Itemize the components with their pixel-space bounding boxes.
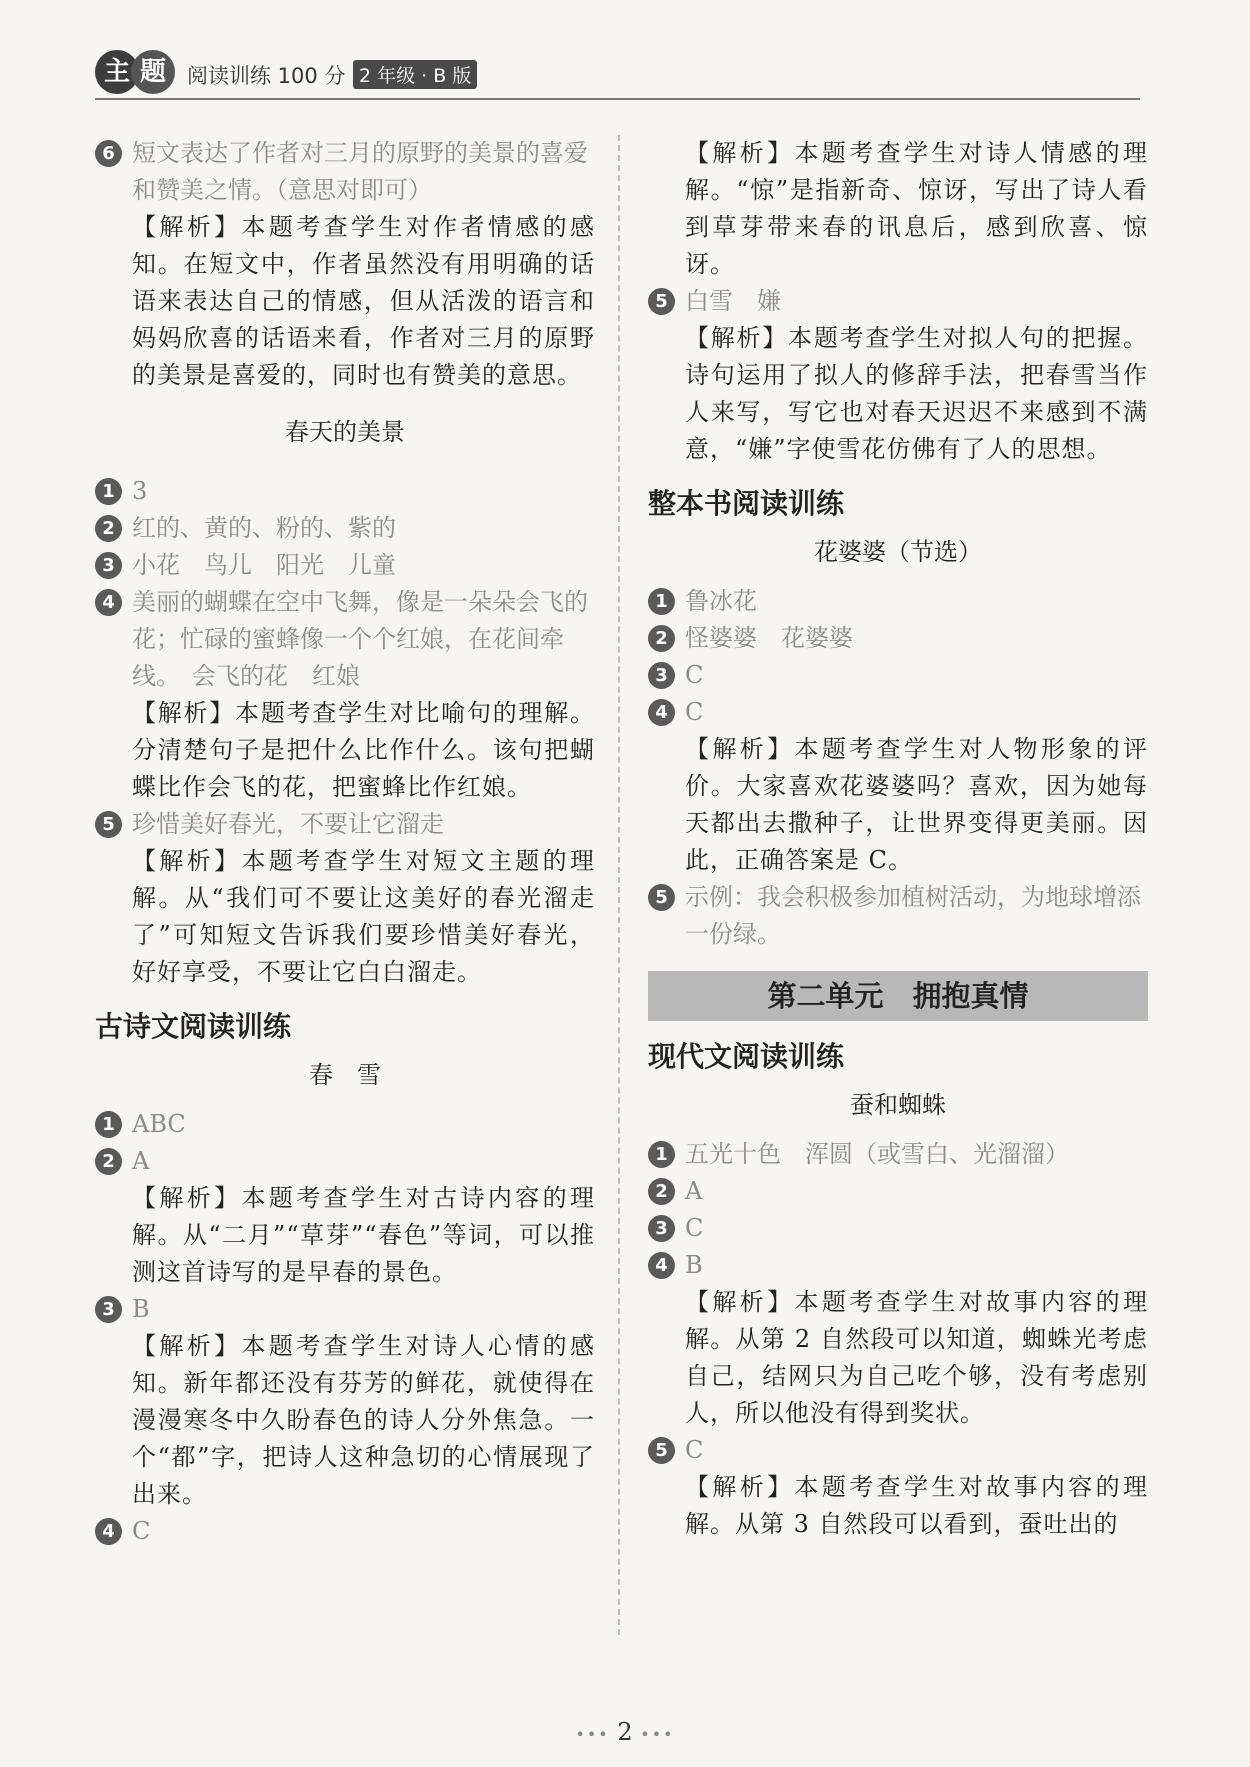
answer-text: 白雪 嫌 — [685, 287, 781, 315]
question-number: 2 — [95, 1148, 122, 1175]
question-number: 3 — [95, 1296, 122, 1323]
question-number: 4 — [648, 1252, 675, 1279]
answer-text: C — [685, 1214, 704, 1242]
answer-text: 美丽的蝴蝶在空中飞舞，像是一朵朵会飞的花；忙碌的蜜蜂像一个个红娘，在花间牵线。 会飞的花 红娘 — [132, 588, 588, 690]
question-number: 1 — [95, 478, 122, 505]
explanation: 【解析】本题考查学生对故事内容的理解。从第 2 自然段可以知道，蜘蛛光考虑自己，结网只为自己吃个够，没有考虑别人，所以他没有得到奖状。 — [685, 1288, 1148, 1427]
header-divider — [95, 98, 1140, 100]
question-item — [648, 1432, 1148, 1469]
question-item — [95, 547, 595, 584]
question-item — [648, 1210, 1148, 1247]
answer-text: 示例：我会积极参加植树活动，为地球增添一份绿。 — [685, 883, 1141, 948]
answer-text: A — [685, 1177, 703, 1205]
question-item — [95, 135, 595, 209]
column-divider — [618, 135, 620, 1635]
section-title: 古诗文阅读训练 — [95, 1010, 292, 1043]
question-number: 2 — [648, 625, 675, 652]
question-number: 4 — [95, 589, 122, 616]
explanation: 【解析】本题考查学生对短文主题的理解。从“我们可不要让这美好的春光溜走了”可知短文告诉我们要珍惜美好春光，好好享受，不要让它白白溜走。 — [132, 847, 595, 986]
passage-title: 春 雪 — [309, 1061, 381, 1089]
question-item — [648, 1173, 1148, 1210]
answer-text: 短文表达了作者对三月的原野的美景的喜爱和赞美之情。（意思对即可） — [132, 139, 588, 204]
logo-char: 主 — [95, 50, 139, 94]
answer-text: 五光十色 浑圆（或雪白、光溜溜） — [685, 1140, 1069, 1168]
question-number: 1 — [648, 1141, 675, 1168]
answer-text: A — [132, 1147, 150, 1175]
question-item — [648, 694, 1148, 731]
answer-text: 3 — [132, 477, 148, 505]
footer-dots: ••• — [575, 1725, 610, 1744]
question-number: 5 — [648, 1437, 675, 1464]
logo-char: 题 — [131, 50, 175, 94]
answer-text: C — [685, 1436, 704, 1464]
question-item — [95, 1143, 595, 1180]
answer-text: 珍惜美好春光，不要让它溜走 — [132, 810, 444, 838]
explanation: 【解析】本题考查学生对人物形象的评价。大家喜欢花婆婆吗？喜欢，因为她每天都出去撒种子，让世界变得更美丽。因此，正确答案是 C。 — [685, 735, 1148, 874]
book-title: 阅读训练 100 分 — [187, 64, 346, 88]
book-logo — [95, 50, 175, 94]
grade-badge: 2 年级 · B 版 — [353, 60, 477, 89]
question-number: 6 — [95, 140, 122, 167]
question-number: 5 — [95, 811, 122, 838]
question-number: 5 — [648, 288, 675, 315]
passage-title: 蚕和蜘蛛 — [850, 1091, 946, 1119]
question-item — [648, 657, 1148, 694]
section-title: 现代文阅读训练 — [648, 1040, 845, 1073]
question-number: 2 — [648, 1178, 675, 1205]
page-header — [95, 44, 1140, 100]
footer-dots: ••• — [640, 1725, 675, 1744]
explanation: 【解析】本题考查学生对古诗内容的理解。从“二月”“草芽”“春色”等词，可以推测这首诗写的是早春的景色。 — [132, 1184, 595, 1286]
question-item — [95, 584, 595, 695]
passage-title: 花婆婆（节选） — [814, 538, 982, 566]
answer-text: B — [132, 1295, 150, 1323]
question-item — [648, 879, 1148, 953]
question-item — [648, 583, 1148, 620]
unit-title-bar: 第二单元 拥抱真情 — [648, 971, 1148, 1021]
answer-text: C — [132, 1517, 151, 1545]
explanation: 【解析】本题考查学生对诗人情感的理解。“惊”是指新奇、惊讶，写出了诗人看到草芽带来春的讯息后，感到欣喜、惊讶。 — [685, 139, 1148, 278]
right-column — [648, 135, 1148, 1543]
question-item — [95, 1513, 595, 1550]
answer-text: C — [685, 698, 704, 726]
question-number: 5 — [648, 884, 675, 911]
explanation: 【解析】本题考查学生对作者情感的感知。在短文中，作者虽然没有用明确的话语来表达自己的情感，但从活泼的语言和妈妈欣喜的话语来看，作者对三月的原野的美景是喜爱的，同时也有赞美的意思。 — [132, 213, 595, 389]
question-item — [95, 1106, 595, 1143]
answer-text: B — [685, 1251, 703, 1279]
question-number: 2 — [95, 515, 122, 542]
answer-text: 鲁冰花 — [685, 587, 757, 615]
page-footer — [0, 1718, 1250, 1746]
answer-text: C — [685, 661, 704, 689]
answer-text: 怪婆婆 花婆婆 — [685, 624, 853, 652]
question-number: 3 — [648, 1215, 675, 1242]
explanation: 【解析】本题考查学生对比喻句的理解。分清楚句子是把什么比作什么。该句把蝴蝶比作会飞的花，把蜜蜂比作红娘。 — [132, 699, 595, 801]
left-column — [95, 135, 595, 1550]
question-item — [95, 1291, 595, 1328]
question-item — [648, 620, 1148, 657]
answer-text: 小花 鸟儿 阳光 儿童 — [132, 551, 396, 579]
question-item — [95, 510, 595, 547]
question-item — [648, 283, 1148, 320]
page-number: 2 — [617, 1718, 633, 1746]
question-number: 1 — [95, 1111, 122, 1138]
section-title: 整本书阅读训练 — [648, 487, 845, 520]
question-number: 4 — [95, 1518, 122, 1545]
question-item — [95, 473, 595, 510]
question-item — [648, 1136, 1148, 1173]
explanation: 【解析】本题考查学生对故事内容的理解。从第 3 自然段可以看到，蚕吐出的 — [685, 1473, 1148, 1538]
answer-text: ABC — [132, 1110, 186, 1138]
question-item — [648, 1247, 1148, 1284]
question-item — [95, 806, 595, 843]
explanation: 【解析】本题考查学生对拟人句的把握。诗句运用了拟人的修辞手法，把春雪当作人来写，写它也对春天迟迟不来感到不满意，“嫌”字使雪花仿佛有了人的思想。 — [685, 324, 1148, 463]
question-number: 1 — [648, 588, 675, 615]
question-number: 4 — [648, 699, 675, 726]
question-number: 3 — [95, 552, 122, 579]
answer-text: 红的、黄的、粉的、紫的 — [132, 514, 396, 542]
explanation: 【解析】本题考查学生对诗人心情的感知。新年都还没有芬芳的鲜花，就使得在漫漫寒冬中久盼春色的诗人分外焦急。一个“都”字，把诗人这种急切的心情展现了出来。 — [132, 1332, 595, 1508]
question-number: 3 — [648, 662, 675, 689]
passage-title: 春天的美景 — [285, 418, 405, 446]
